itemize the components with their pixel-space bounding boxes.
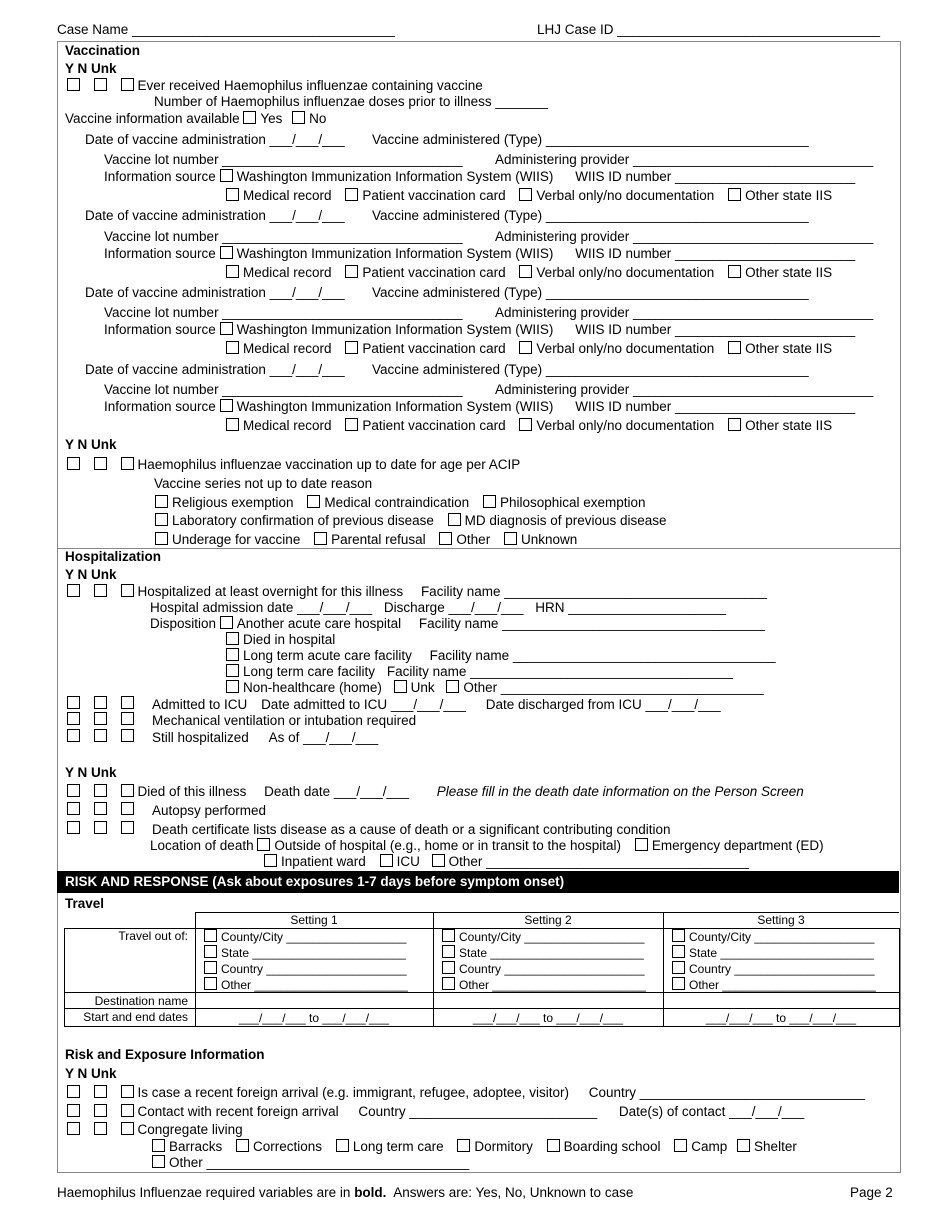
info-source-label: Information source [104, 246, 216, 261]
info-available-label: Vaccine information available [65, 111, 240, 126]
up-to-date-label: Haemophilus influenzae vaccination up to date for age per ACIP [137, 457, 521, 472]
died-in-hospital-label: Died in hospital [243, 632, 336, 647]
foreign-country-field[interactable]: Country ______________________________ [588, 1085, 866, 1100]
vaccine-date-field[interactable]: Date of vaccine administration ___/___/___ [85, 285, 345, 300]
patient-card-label: Patient vaccination card [362, 265, 506, 280]
ever-received-row [67, 78, 483, 94]
autopsy-unk-checkbox[interactable] [121, 802, 134, 815]
wiis-label: Washington Immunization Information System (WIIS) [236, 322, 554, 337]
boarding-checkbox[interactable] [547, 1139, 560, 1152]
congregate-unk-checkbox[interactable] [121, 1122, 134, 1135]
setting-3-other [672, 977, 876, 993]
outside-label: Outside of hospital (e.g., home or in transit to the hospital) [274, 838, 622, 853]
acute-checkbox[interactable] [220, 616, 233, 629]
country-checkbox[interactable] [204, 961, 217, 974]
info-source-row [104, 399, 855, 415]
contact-n-checkbox[interactable] [94, 1104, 107, 1117]
other-checkbox[interactable] [204, 977, 217, 990]
ever-received-y-checkbox[interactable] [67, 78, 80, 91]
ltc-checkbox[interactable] [336, 1139, 349, 1152]
patient-card-label: Patient vaccination card [362, 418, 506, 433]
location-row-2 [264, 854, 749, 870]
state-checkbox[interactable] [204, 945, 217, 958]
ltcf-checkbox[interactable] [226, 664, 239, 677]
state-checkbox[interactable] [442, 945, 455, 958]
dormitory-label: Dormitory [474, 1139, 533, 1154]
overnight-n-checkbox[interactable] [94, 584, 107, 597]
death-cert-n-checkbox[interactable] [94, 821, 107, 834]
autopsy-y-checkbox[interactable] [67, 802, 80, 815]
icu-location-label: ICU [396, 854, 420, 869]
verbal-checkbox[interactable] [519, 341, 532, 354]
ventilation-y-checkbox[interactable] [67, 712, 80, 725]
travel-out-label: Travel out of: [118, 929, 188, 943]
foreign-y-checkbox[interactable] [67, 1085, 80, 1098]
other-field[interactable]: Other _______________________ [221, 978, 408, 992]
religious-checkbox[interactable] [155, 495, 168, 508]
reason-row-3 [155, 532, 577, 548]
icu-unk-checkbox[interactable] [121, 696, 134, 709]
vaccine-date-field[interactable]: Date of vaccine administration ___/___/___ [85, 132, 345, 147]
county-field[interactable]: County/City __________________ [221, 930, 407, 944]
wiis-id-field[interactable]: WIIS ID number ________________________ [575, 322, 856, 337]
other-checkbox[interactable] [672, 977, 685, 990]
hrn-field[interactable]: HRN _____________________ [535, 600, 726, 615]
disposition-label: Disposition [150, 616, 217, 631]
info-source-label: Information source [104, 322, 216, 337]
verbal-checkbox[interactable] [519, 265, 532, 278]
vaccine-lot-field[interactable]: Vaccine lot number ________________________________ [104, 382, 463, 397]
foreign-label: Is case a recent foreign arrival (e.g. immigrant, refugee, adoptee, visitor) [137, 1085, 569, 1100]
state-field[interactable]: State _______________________ [689, 946, 874, 960]
barracks-checkbox[interactable] [152, 1139, 165, 1152]
still-n-checkbox[interactable] [94, 729, 107, 742]
source-options-row [226, 265, 832, 281]
medical-record-checkbox[interactable] [226, 265, 239, 278]
icu-n-checkbox[interactable] [94, 696, 107, 709]
ever-received-unk-checkbox[interactable] [121, 78, 134, 91]
risk-banner: RISK AND RESPONSE (Ask about exposures 1-7 days before symptom onset) [57, 871, 899, 893]
setting-2-state [442, 945, 644, 961]
setting-1-country [204, 961, 407, 977]
other-iis-checkbox[interactable] [728, 188, 741, 201]
patient-card-checkbox[interactable] [345, 265, 358, 278]
lhj-case-id-field[interactable]: LHJ Case ID ___________________________________ [537, 22, 881, 37]
county-checkbox[interactable] [204, 929, 217, 942]
provider-field[interactable]: Administering provider ________________________________ [495, 382, 874, 397]
other-iis-checkbox[interactable] [728, 265, 741, 278]
wiis-checkbox[interactable] [220, 246, 233, 259]
reason-unknown-label: Unknown [520, 532, 578, 547]
state-checkbox[interactable] [672, 945, 685, 958]
wiis-id-field[interactable]: WIIS ID number ________________________ [575, 399, 856, 414]
camp-checkbox[interactable] [674, 1139, 687, 1152]
vaccine-lot-field[interactable]: Vaccine lot number ________________________________ [104, 229, 463, 244]
nonhealth-unk-checkbox[interactable] [394, 680, 407, 693]
icu-label: Admitted to ICU [152, 697, 248, 712]
ventilation-row [67, 712, 138, 728]
case-name-field[interactable]: Case Name ___________________________________ [57, 22, 395, 37]
acute-label: Another acute care hospital [236, 616, 402, 631]
overnight-unk-checkbox[interactable] [121, 584, 134, 597]
other-iis-label: Other state IIS [745, 341, 833, 356]
patient-card-checkbox[interactable] [345, 341, 358, 354]
verbal-label: Verbal only/no documentation [536, 341, 715, 356]
ltac-checkbox[interactable] [226, 648, 239, 661]
admission-row [150, 600, 726, 616]
congregate-other-row [152, 1155, 469, 1171]
country-checkbox[interactable] [672, 961, 685, 974]
vaccine-date-field[interactable]: Date of vaccine administration ___/___/___ [85, 208, 345, 223]
congregate-other-checkbox[interactable] [152, 1155, 165, 1168]
contact-y-checkbox[interactable] [67, 1104, 80, 1117]
death-note: Please fill in the death date information on the Person Screen [436, 784, 804, 799]
provider-field[interactable]: Administering provider ________________________________ [495, 305, 874, 320]
exposure-title: Risk and Exposure Information [65, 1047, 265, 1062]
setting-2-dates-field[interactable]: ___/___/___ to ___/___/___ [472, 1011, 624, 1025]
ed-checkbox[interactable] [635, 838, 648, 851]
ventilation-n-checkbox[interactable] [94, 712, 107, 725]
vaccine-type-field[interactable]: Vaccine administered (Type) ___________________________________ [372, 208, 809, 223]
acute-facility-field[interactable]: Facility name ___________________________________ [418, 616, 765, 631]
dates-label: Start and end dates [83, 1010, 188, 1024]
nonhealth-other-checkbox[interactable] [446, 680, 459, 693]
info-no-checkbox[interactable] [292, 111, 305, 124]
setting-3-state [672, 945, 874, 961]
table-line [64, 1008, 899, 1009]
camp-label: Camp [691, 1139, 728, 1154]
vaccine-lot-field[interactable]: Vaccine lot number ________________________________ [104, 152, 463, 167]
inpatient-label: Inpatient ward [281, 854, 366, 869]
location-other-field[interactable]: Other ___________________________________ [448, 854, 749, 869]
vaccine-date-field[interactable]: Date of vaccine administration ___/___/___ [85, 362, 345, 377]
country-field[interactable]: Country _____________________ [221, 962, 407, 976]
other-checkbox[interactable] [442, 977, 455, 990]
ltcf-facility-field[interactable]: Facility name ___________________________________ [386, 664, 733, 679]
wiis-id-field[interactable]: WIIS ID number ________________________ [575, 169, 856, 184]
reason-other-label: Other [456, 532, 491, 547]
ltcf-row [226, 664, 733, 680]
autopsy-n-checkbox[interactable] [94, 802, 107, 815]
footer-note [57, 1185, 633, 1201]
contact-label: Contact with recent foreign arrival [137, 1104, 339, 1119]
barracks-label: Barracks [169, 1139, 223, 1154]
footer-note-suffix: Answers are: Yes, No, Unknown to case [393, 1185, 634, 1200]
discharge-date-field[interactable]: Discharge ___/___/___ [383, 600, 524, 615]
overnight-y-checkbox[interactable] [67, 584, 80, 597]
source-options-row [226, 418, 832, 434]
info-yes-label: Yes [260, 111, 283, 126]
verbal-label: Verbal only/no documentation [536, 265, 715, 280]
setting-1-other [204, 977, 408, 993]
outside-checkbox[interactable] [257, 838, 270, 851]
county-checkbox[interactable] [672, 929, 685, 942]
died-illness-label: Died of this illness [137, 784, 247, 799]
state-field[interactable]: State _______________________ [459, 946, 644, 960]
philosophical-label: Philosophical exemption [499, 495, 646, 510]
icu-label-row [152, 697, 721, 713]
other-field[interactable]: Other _______________________ [459, 978, 646, 992]
setting-1-dates-field[interactable]: ___/___/___ to ___/___/___ [238, 1011, 390, 1025]
info-source-row [104, 246, 855, 262]
foreign-unk-checkbox[interactable] [121, 1085, 134, 1098]
medical-record-label: Medical record [243, 341, 332, 356]
death-cert-label: Death certificate lists disease as a cause of death or a significant contributing condition [152, 822, 671, 837]
ynu-header: Y N Unk [65, 61, 117, 76]
source-options-row [226, 341, 832, 357]
setting-3-county [672, 929, 874, 945]
setting-3-dates-field[interactable]: ___/___/___ to ___/___/___ [705, 1011, 857, 1025]
info-yes-checkbox[interactable] [243, 111, 256, 124]
contact-dates-field[interactable]: Date(s) of contact ___/___/___ [618, 1104, 805, 1119]
still-hospitalized-row [67, 729, 138, 745]
still-unk-checkbox[interactable] [121, 729, 134, 742]
wiis-label: Washington Immunization Information System (WIIS) [236, 399, 554, 414]
other-field[interactable]: Other _______________________ [689, 978, 876, 992]
info-available-row [65, 111, 326, 127]
county-field[interactable]: County/City __________________ [689, 930, 875, 944]
ever-received-label: Ever received Haemophilus influenzae containing vaccine [137, 78, 483, 93]
verbal-label: Verbal only/no documentation [536, 188, 715, 203]
nonhealth-row [226, 680, 764, 696]
icu-discharge-field[interactable]: Date discharged from ICU ___/___/___ [485, 697, 721, 712]
county-field[interactable]: County/City __________________ [459, 930, 645, 944]
setting-2-county [442, 929, 644, 945]
autopsy-label: Autopsy performed [152, 803, 267, 818]
ynu-header: Y N Unk [65, 765, 117, 780]
setting-2-country [442, 961, 645, 977]
location-label: Location of death [150, 838, 254, 853]
wiis-checkbox[interactable] [220, 322, 233, 335]
info-source-label: Information source [104, 399, 216, 414]
patient-card-label: Patient vaccination card [362, 188, 506, 203]
shelter-checkbox[interactable] [737, 1139, 750, 1152]
source-options-row [226, 188, 832, 204]
setting-3-country [672, 961, 875, 977]
info-source-label: Information source [104, 169, 216, 184]
setting-2-other [442, 977, 646, 993]
setting-1-header: Setting 1 [290, 913, 338, 927]
verbal-checkbox[interactable] [519, 188, 532, 201]
boarding-label: Boarding school [563, 1139, 661, 1154]
overnight-label: Hospitalized at least overnight for this illness [137, 584, 404, 599]
reason-row-2 [155, 513, 667, 529]
shelter-label: Shelter [754, 1139, 797, 1154]
ever-received-n-checkbox[interactable] [94, 78, 107, 91]
underage-label: Underage for vaccine [172, 532, 301, 547]
facility-name-field[interactable]: Facility name ___________________________________ [420, 584, 767, 599]
verbal-label: Verbal only/no documentation [536, 418, 715, 433]
medical-record-label: Medical record [243, 188, 332, 203]
death-date-field[interactable]: Death date ___/___/___ [264, 784, 409, 799]
ynu-header: Y N Unk [65, 567, 117, 582]
page-number: Page 2 [850, 1185, 893, 1200]
wiis-label: Washington Immunization Information System (WIIS) [236, 169, 554, 184]
md-diag-checkbox[interactable] [448, 513, 461, 526]
icu-location-checkbox[interactable] [380, 854, 393, 867]
still-label-row [152, 730, 378, 746]
died-y-checkbox[interactable] [67, 784, 80, 797]
nonhealth-unk-label: Unk [410, 680, 435, 695]
other-iis-checkbox[interactable] [728, 418, 741, 431]
setting-1-state [204, 945, 406, 961]
contact-row [67, 1104, 804, 1120]
ltcf-label: Long term care facility [243, 664, 376, 679]
religious-label: Religious exemption [172, 495, 294, 510]
not-up-to-date-reason-label: Vaccine series not up to date reason [154, 476, 373, 491]
as-of-field[interactable]: As of ___/___/___ [268, 730, 379, 745]
lab-confirm-checkbox[interactable] [155, 513, 168, 526]
up-to-date-row [67, 457, 520, 473]
died-row [226, 632, 335, 648]
corrections-label: Corrections [253, 1139, 323, 1154]
country-field[interactable]: Country _____________________ [459, 962, 645, 976]
vaccine-type-field[interactable]: Vaccine administered (Type) ___________________________________ [372, 132, 809, 147]
country-checkbox[interactable] [442, 961, 455, 974]
congregate-n-checkbox[interactable] [94, 1122, 107, 1135]
still-label: Still hospitalized [152, 730, 249, 745]
died-illness-row [67, 784, 804, 800]
congregate-label: Congregate living [137, 1122, 243, 1137]
country-field[interactable]: Country _____________________ [689, 962, 875, 976]
other-iis-label: Other state IIS [745, 418, 833, 433]
patient-card-checkbox[interactable] [345, 418, 358, 431]
nonhealth-other-field[interactable]: Other ___________________________________ [463, 680, 764, 695]
medical-record-checkbox[interactable] [226, 188, 239, 201]
admission-date-field[interactable]: Hospital admission date ___/___/___ [150, 600, 373, 615]
vaccine-type-field[interactable]: Vaccine administered (Type) ___________________________________ [372, 362, 809, 377]
ltac-row [226, 648, 776, 664]
contact-unk-checkbox[interactable] [121, 1104, 134, 1117]
died-n-checkbox[interactable] [94, 784, 107, 797]
death-cert-y-checkbox[interactable] [67, 821, 80, 834]
wiis-id-field[interactable]: WIIS ID number ________________________ [575, 246, 856, 261]
overnight-row [67, 584, 767, 600]
patient-card-label: Patient vaccination card [362, 341, 506, 356]
parental-label: Parental refusal [331, 532, 426, 547]
ynu-header: Y N Unk [65, 437, 117, 452]
provider-field[interactable]: Administering provider ________________________________ [495, 229, 874, 244]
verbal-checkbox[interactable] [519, 418, 532, 431]
icu-y-checkbox[interactable] [67, 696, 80, 709]
ltc-label: Long term care [352, 1139, 444, 1154]
nonhealth-label: Non-healthcare (home) [243, 680, 382, 695]
provider-field[interactable]: Administering provider ________________________________ [495, 152, 874, 167]
other-iis-label: Other state IIS [745, 188, 833, 203]
setting-3-header: Setting 3 [757, 913, 805, 927]
md-diag-label: MD diagnosis of previous disease [464, 513, 667, 528]
ltac-label: Long term acute care facility [243, 648, 412, 663]
vaccination-title: Vaccination [65, 43, 141, 58]
icu-admit-field[interactable]: Date admitted to ICU ___/___/___ [261, 697, 466, 712]
still-y-checkbox[interactable] [67, 729, 80, 742]
info-no-label: No [309, 111, 327, 126]
info-source-row [104, 169, 855, 185]
section-divider [57, 548, 900, 549]
died-in-hospital-checkbox[interactable] [226, 632, 239, 645]
footer-note-prefix: Haemophilus Influenzae required variables are in [57, 1185, 351, 1200]
foreign-arrival-row [67, 1085, 865, 1101]
underage-checkbox[interactable] [155, 532, 168, 545]
ed-label: Emergency department (ED) [651, 838, 824, 853]
congregate-row [67, 1122, 243, 1138]
nonhealth-checkbox[interactable] [226, 680, 239, 693]
disposition-row [150, 616, 765, 632]
death-cert-unk-checkbox[interactable] [121, 821, 134, 834]
foreign-n-checkbox[interactable] [94, 1085, 107, 1098]
vaccine-lot-field[interactable]: Vaccine lot number ________________________________ [104, 305, 463, 320]
other-iis-label: Other state IIS [745, 265, 833, 280]
up-to-date-y-checkbox[interactable] [67, 457, 80, 470]
congregate-options-row [152, 1139, 797, 1155]
travel-title: Travel [65, 896, 105, 911]
wiis-checkbox[interactable] [220, 399, 233, 412]
info-source-row [104, 322, 855, 338]
congregate-y-checkbox[interactable] [67, 1122, 80, 1135]
congregate-other-field[interactable]: Other ___________________________________ [169, 1155, 470, 1170]
parental-checkbox[interactable] [314, 532, 327, 545]
hospitalization-title: Hospitalization [65, 549, 162, 564]
location-other-checkbox[interactable] [432, 854, 445, 867]
medical-record-checkbox[interactable] [226, 341, 239, 354]
medical-record-checkbox[interactable] [226, 418, 239, 431]
reason-unknown-checkbox[interactable] [504, 532, 517, 545]
icu-row [67, 696, 138, 712]
inpatient-checkbox[interactable] [264, 854, 277, 867]
medical-record-label: Medical record [243, 265, 332, 280]
ynu-header: Y N Unk [65, 1066, 117, 1081]
doses-field[interactable]: Number of Haemophilus influenzae doses prior to illness _______ [154, 94, 548, 109]
reason-other-checkbox[interactable] [439, 532, 452, 545]
setting-2-header: Setting 2 [524, 913, 572, 927]
setting-1-county [204, 929, 406, 945]
destination-label: Destination name [94, 994, 188, 1008]
state-field[interactable]: State _______________________ [221, 946, 406, 960]
wiis-checkbox[interactable] [220, 169, 233, 182]
medical-record-label: Medical record [243, 418, 332, 433]
contact-country-field[interactable]: Country _________________________ [358, 1104, 598, 1119]
up-to-date-unk-checkbox[interactable] [121, 457, 134, 470]
autopsy-row [67, 802, 138, 818]
died-unk-checkbox[interactable] [121, 784, 134, 797]
patient-card-checkbox[interactable] [345, 188, 358, 201]
other-iis-checkbox[interactable] [728, 341, 741, 354]
death-cert-row [67, 821, 138, 837]
county-checkbox[interactable] [442, 929, 455, 942]
reason-row-1 [155, 495, 646, 511]
wiis-label: Washington Immunization Information System (WIIS) [236, 246, 554, 261]
medical-contra-checkbox[interactable] [307, 495, 320, 508]
up-to-date-n-checkbox[interactable] [94, 457, 107, 470]
ventilation-unk-checkbox[interactable] [121, 712, 134, 725]
vaccine-type-field[interactable]: Vaccine administered (Type) ___________________________________ [372, 285, 809, 300]
dormitory-checkbox[interactable] [457, 1139, 470, 1152]
philosophical-checkbox[interactable] [483, 495, 496, 508]
location-row [150, 838, 824, 854]
ltac-facility-field[interactable]: Facility name ___________________________________ [429, 648, 776, 663]
ventilation-label: Mechanical ventilation or intubation required [152, 713, 417, 728]
medical-contra-label: Medical contraindication [324, 495, 470, 510]
lab-confirm-label: Laboratory confirmation of previous disease [172, 513, 434, 528]
corrections-checkbox[interactable] [236, 1139, 249, 1152]
footer-note-bold: bold. [354, 1185, 387, 1200]
